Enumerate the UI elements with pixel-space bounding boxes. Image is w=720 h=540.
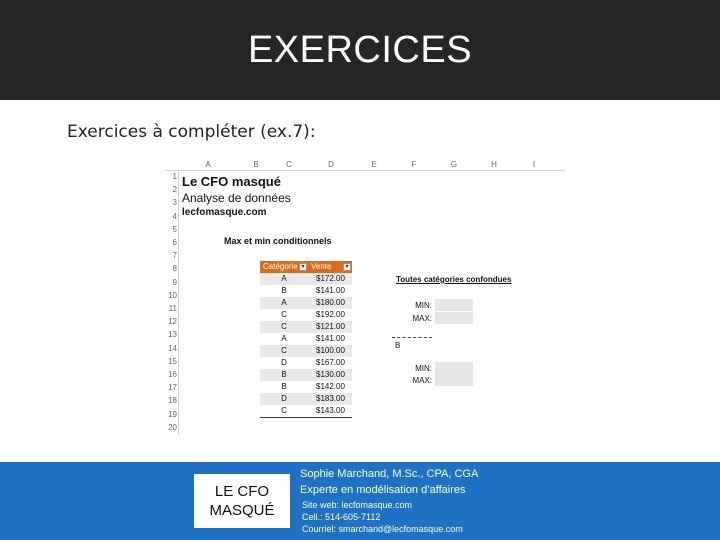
row-number: 20 — [168, 422, 177, 432]
row-number: 14 — [168, 343, 177, 353]
row-number: 7 — [172, 251, 177, 261]
row-number: 3 — [172, 198, 177, 208]
min-conditional-result-cell[interactable] — [435, 362, 473, 374]
category-cell[interactable]: D — [281, 358, 287, 367]
author-website: Site web: lecfomasque.com — [302, 500, 413, 510]
category-cell[interactable]: A — [260, 273, 308, 285]
filter-dropdown-icon[interactable]: ▾ — [299, 263, 307, 271]
category-cell[interactable]: B — [281, 286, 287, 295]
max-label: MAX: — [412, 314, 432, 323]
table-header-category[interactable] — [260, 261, 308, 273]
row-number: 16 — [168, 370, 177, 379]
category-cell[interactable]: C — [281, 310, 287, 319]
column-header: G — [450, 160, 458, 169]
value-cell[interactable]: $142.00 — [316, 382, 345, 391]
all-categories-label: Toutes catégories confondues — [396, 275, 512, 284]
slide-subtitle: Exercices à compléter (ex.7): — [67, 122, 316, 142]
sheet-subtitle: Analyse de données — [182, 191, 291, 205]
row-number: 19 — [168, 409, 177, 419]
column-header: C — [286, 160, 292, 169]
min-label-conditional: MIN: — [415, 364, 432, 373]
min-result-cell[interactable] — [435, 299, 473, 311]
value-cell[interactable]: $172.00 — [308, 273, 352, 285]
table-body — [260, 273, 352, 417]
logo-line-1: LE CFO — [214, 483, 270, 500]
table-row — [260, 333, 352, 345]
row-number: 18 — [168, 396, 177, 406]
table-row — [260, 345, 352, 357]
table-row — [260, 393, 352, 405]
value-cell[interactable]: $167.00 — [316, 358, 345, 367]
value-cell[interactable]: $143.00 — [316, 406, 345, 415]
category-cell[interactable]: A — [260, 297, 308, 309]
row-number: 17 — [168, 383, 177, 393]
row-number: 13 — [168, 330, 177, 340]
table-row — [260, 309, 352, 321]
table-row — [260, 285, 352, 297]
table-header-value[interactable] — [308, 261, 352, 273]
category-cell[interactable]: C — [260, 321, 308, 333]
author-role: Experte en modélisation d’affaires — [300, 484, 466, 496]
spreadsheet-screenshot — [165, 159, 565, 435]
value-cell[interactable]: $100.00 — [308, 345, 352, 357]
table-row — [260, 357, 352, 369]
category-cell[interactable]: A — [281, 334, 287, 343]
author-phone: Cell.: 514-605-7112 — [302, 512, 381, 522]
author-name: Sophie Marchand, M.Sc., CPA, CGA — [300, 468, 479, 480]
column-header: A — [205, 160, 211, 169]
column-header: B — [253, 160, 259, 169]
value-cell[interactable]: $192.00 — [316, 310, 345, 319]
category-cell[interactable]: B — [281, 382, 287, 391]
row-number: 1 — [172, 172, 177, 181]
filter-dropdown-icon[interactable]: ▾ — [343, 263, 351, 271]
row-numbers — [165, 171, 179, 435]
min-label: MIN: — [415, 301, 432, 310]
slide-title-bar — [0, 0, 720, 100]
max-result-cell[interactable] — [435, 312, 473, 324]
category-cell[interactable]: C — [260, 345, 308, 357]
row-number: 9 — [172, 277, 177, 287]
table-row — [260, 321, 352, 333]
column-header: E — [371, 160, 377, 169]
table-row — [260, 369, 352, 381]
value-cell[interactable]: $121.00 — [308, 321, 352, 333]
value-cell[interactable]: $141.00 — [316, 334, 345, 343]
max-label-conditional: MAX: — [412, 376, 432, 385]
category-cell[interactable]: C — [281, 406, 287, 415]
logo-line-2: MASQUÉ — [209, 502, 275, 519]
column-headers — [165, 159, 565, 171]
header-label: Vente — [311, 262, 332, 271]
row-number: 10 — [168, 290, 177, 300]
row-number: 11 — [168, 304, 177, 313]
sheet-website: lecfomasque.com — [182, 207, 267, 218]
value-cell[interactable]: $141.00 — [316, 286, 345, 295]
category-cell[interactable]: D — [260, 393, 308, 405]
column-header: D — [328, 160, 334, 169]
table-row — [260, 381, 352, 393]
column-header: I — [532, 160, 536, 169]
row-number: 5 — [172, 224, 177, 234]
table-bottom-border — [260, 417, 352, 418]
section-header: Max et min conditionnels — [224, 236, 332, 246]
row-number: 6 — [172, 238, 177, 247]
row-number: 8 — [172, 264, 177, 274]
value-cell[interactable]: $183.00 — [308, 393, 352, 405]
value-cell[interactable]: $130.00 — [308, 369, 352, 381]
column-header: H — [491, 160, 497, 169]
max-conditional-result-cell[interactable] — [435, 374, 473, 386]
value-cell[interactable]: $180.00 — [308, 297, 352, 309]
author-email: Courriel: smarchand@lecfomasque.com — [302, 524, 463, 534]
row-number: 2 — [172, 185, 177, 195]
table-header-row — [260, 261, 352, 273]
row-number: 15 — [168, 356, 177, 366]
sheet-title: Le CFO masqué — [182, 174, 281, 189]
slide-title: EXERCICES — [247, 28, 473, 71]
row-number: 12 — [168, 317, 177, 327]
data-table — [260, 261, 352, 418]
column-header: F — [411, 160, 417, 169]
category-cell[interactable]: B — [260, 369, 308, 381]
table-row — [260, 405, 352, 417]
table-row — [260, 273, 352, 285]
row-number: 4 — [172, 211, 177, 221]
criteria-cell[interactable]: B — [395, 341, 401, 350]
company-logo — [194, 474, 290, 528]
table-row — [260, 297, 352, 309]
header-label: Catégorie — [263, 262, 298, 271]
